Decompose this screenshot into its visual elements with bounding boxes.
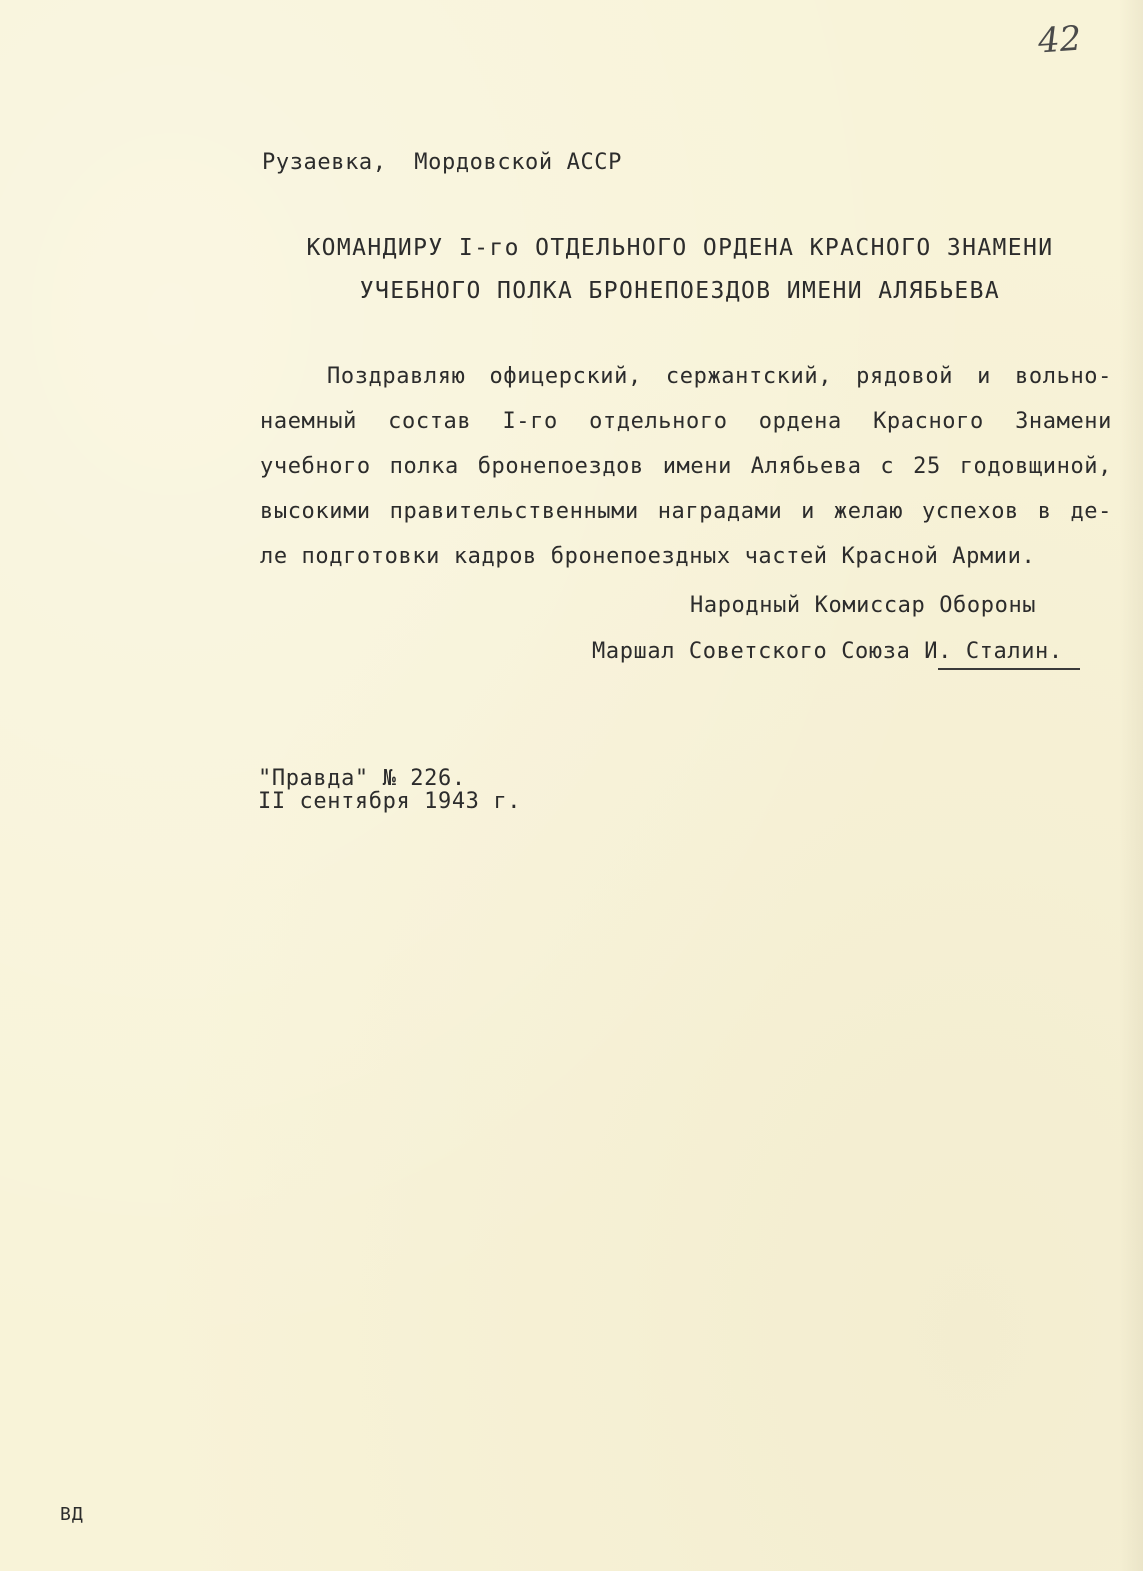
place-line: Рузаевка, Мордовской АССР	[262, 150, 622, 175]
typist-initials: ВД	[60, 1504, 84, 1525]
archive-page-number: 42	[1036, 18, 1083, 62]
signature-rank-name: Маршал Советского Союза И. Сталин.	[592, 639, 1063, 664]
source-newspaper: "Правда" № 226.	[258, 766, 466, 791]
signature-title: Народный Комиссар Обороны	[690, 593, 1037, 618]
body-line: ле подготовки кадров бронепоездных частей Красной Армии.	[260, 544, 1036, 569]
page-edge-shadow	[1119, 0, 1143, 1571]
source-date: II сентября 1943 г.	[258, 789, 522, 814]
addressee-line-1: КОМАНДИРУ I-го ОТДЕЛЬНОГО ОРДЕНА КРАСНОГО ЗНАМЕНИ	[306, 235, 1054, 261]
addressee-line-2: УЧЕБНОГО ПОЛКА БРОНЕПОЕЗДОВ ИМЕНИ АЛЯБЬЕВА	[359, 278, 1001, 304]
body-line: Поздравляю офицерский, сержантский, рядовой и вольно-	[327, 364, 1112, 389]
signature-underline	[938, 668, 1080, 670]
body-line: наемный состав I-го отдельного ордена Красного Знамени	[260, 409, 1112, 434]
message-body	[260, 354, 1112, 579]
body-line: высокими правительственными наградами и желаю успехов в де-	[260, 499, 1112, 524]
body-line: учебного полка бронепоездов имени Алябьева с 25 годовщиной,	[260, 454, 1112, 479]
